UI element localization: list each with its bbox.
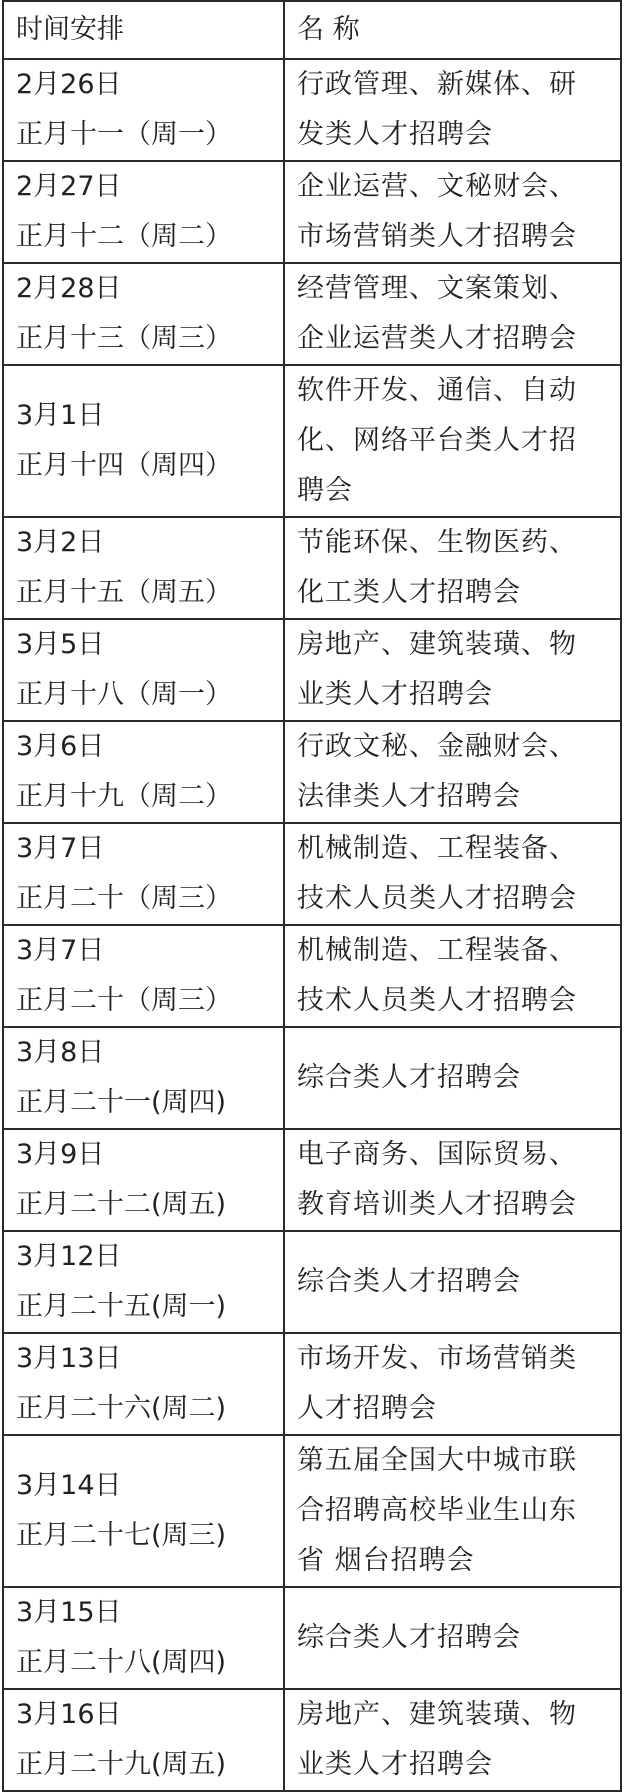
table-row [3,721,621,823]
lunar-date-text: 正月二十（周三） [16,985,232,1016]
lunar-date-text: 正月二十一(周四) [16,1087,227,1118]
date-cell [3,1129,284,1231]
fair-name-cell: 行政管理、新媒体、研发类人才招聘会 [284,59,621,161]
lunar-date-text: 正月二十七(周三) [16,1520,227,1551]
lunar-date-text: 正月十九（周二） [16,781,232,812]
table-row [3,823,621,925]
table-row [3,1435,621,1587]
date-text: 3月9日 [16,1139,105,1170]
lunar-date-text: 正月十一（周一） [16,119,232,150]
lunar-date-text: 正月十八（周一） [16,679,232,710]
fair-name-cell: 第五届全国大中城市联合招聘高校毕业生山东省 烟台招聘会 [284,1435,621,1587]
job-fair-schedule-table [2,0,622,1792]
date-cell [3,365,284,517]
date-cell [3,161,284,263]
table-row [3,619,621,721]
lunar-date-text: 正月十四（周四） [16,450,232,481]
date-text: 3月8日 [16,1037,105,1068]
date-text: 3月14日 [16,1470,122,1501]
fair-name-cell: 节能环保、生物医药、化工类人才招聘会 [284,517,621,619]
date-cell [3,59,284,161]
fair-name-cell: 企业运营、文秘财会、市场营销类人才招聘会 [284,161,621,263]
fair-name-cell: 电子商务、国际贸易、教育培训类人才招聘会 [284,1129,621,1231]
table-header-row [3,1,621,59]
date-text: 2月28日 [16,273,122,304]
date-cell [3,1435,284,1587]
date-cell [3,619,284,721]
date-text: 3月13日 [16,1343,122,1374]
table-row [3,1231,621,1333]
header-time-cell: 时间安排 [3,1,284,59]
fair-name-cell: 机械制造、工程装备、技术人员类人才招聘会 [284,925,621,1027]
lunar-date-text: 正月二十八(周四) [16,1647,227,1678]
lunar-date-text: 正月十三（周三） [16,323,232,354]
table-row [3,161,621,263]
fair-name-cell: 机械制造、工程装备、技术人员类人才招聘会 [284,823,621,925]
lunar-date-text: 正月十五（周五） [16,577,232,608]
fair-name-cell: 房地产、建筑装璜、物业类人才招聘会 [284,619,621,721]
table-row [3,365,621,517]
table-row [3,1027,621,1129]
fair-name-cell: 房地产、建筑装璜、物业类人才招聘会 [284,1689,621,1791]
table-row [3,1129,621,1231]
date-text: 3月6日 [16,731,105,762]
header-name-cell: 名 称 [284,1,621,59]
fair-name-cell: 综合类人才招聘会 [284,1587,621,1689]
fair-name-cell: 行政文秘、金融财会、法律类人才招聘会 [284,721,621,823]
table-row [3,1587,621,1689]
table-row [3,1333,621,1435]
table-row [3,925,621,1027]
date-text: 3月2日 [16,527,105,558]
date-cell [3,1027,284,1129]
date-cell [3,823,284,925]
fair-name-cell: 经营管理、文案策划、企业运营类人才招聘会 [284,263,621,365]
lunar-date-text: 正月二十二(周五) [16,1189,227,1220]
lunar-date-text: 正月二十（周三） [16,883,232,914]
date-text: 2月26日 [16,69,122,100]
fair-name-cell: 市场开发、市场营销类人才招聘会 [284,1333,621,1435]
date-text: 2月27日 [16,171,122,202]
date-cell [3,925,284,1027]
date-text: 3月15日 [16,1597,122,1628]
table-row [3,517,621,619]
date-cell [3,1587,284,1689]
table-row [3,59,621,161]
date-cell [3,1689,284,1791]
date-cell [3,517,284,619]
fair-name-cell: 软件开发、通信、自动化、网络平台类人才招聘会 [284,365,621,517]
date-text: 3月16日 [16,1699,122,1730]
date-text: 3月5日 [16,629,105,660]
fair-name-cell: 综合类人才招聘会 [284,1027,621,1129]
fair-name-cell: 综合类人才招聘会 [284,1231,621,1333]
date-text: 3月1日 [16,400,105,431]
lunar-date-text: 正月二十九(周五) [16,1749,227,1780]
table-row [3,1689,621,1791]
date-text: 3月7日 [16,935,105,966]
lunar-date-text: 正月二十六(周二) [16,1393,227,1424]
date-cell [3,263,284,365]
date-cell [3,1333,284,1435]
lunar-date-text: 正月二十五(周一) [16,1291,227,1322]
date-text: 3月7日 [16,833,105,864]
table-row [3,263,621,365]
date-cell [3,1231,284,1333]
lunar-date-text: 正月十二（周二） [16,221,232,252]
date-cell [3,721,284,823]
date-text: 3月12日 [16,1241,122,1272]
